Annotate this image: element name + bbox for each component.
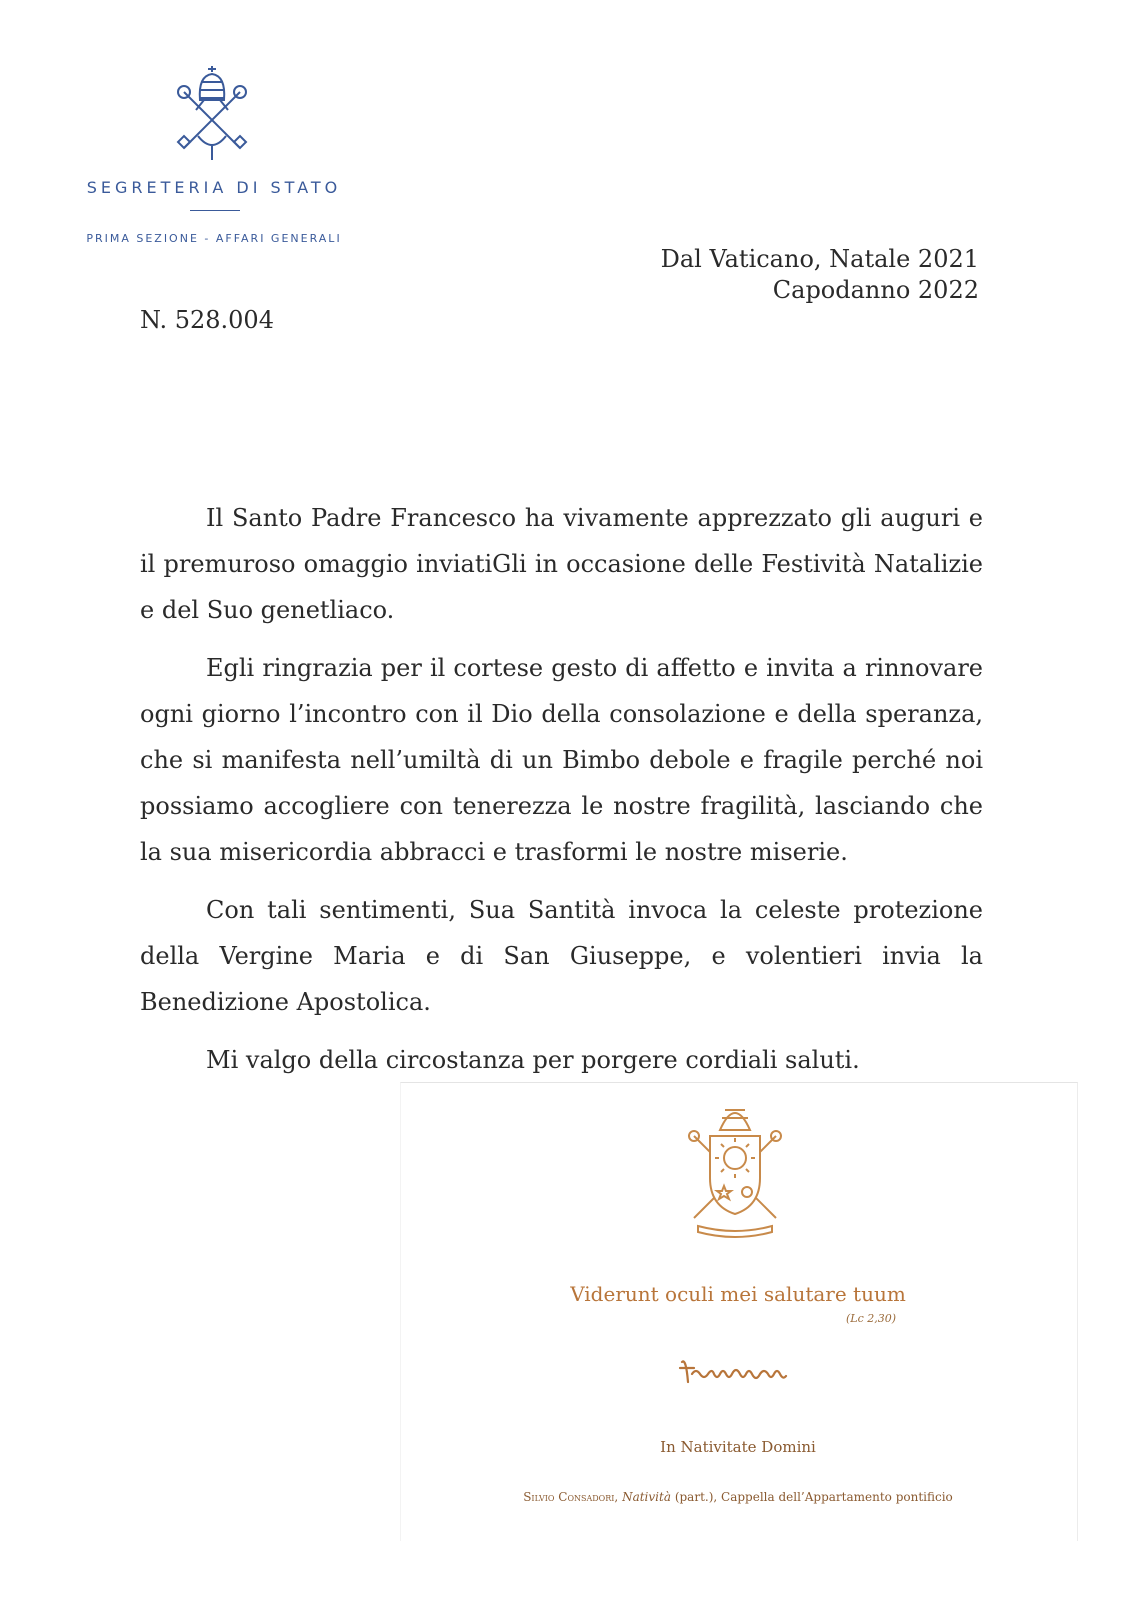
letter-date [661, 244, 979, 306]
paragraph: Con tali sentimenti, Sua Santità invoca la celeste protezione della Vergine Maria e di San Giuseppe, e volentieri invia la Benedizione Apostolica. [140, 896, 983, 1016]
paragraph: Il Santo Padre Francesco ha vivamente apprezzato gli auguri e il premuroso omaggio inviatiGli in occasione delle Festività Natalizie e del Suo genetliaco. [140, 504, 983, 624]
credit-details: (part.), Cappella dell’Appartamento pontificio [674, 1490, 953, 1504]
protocol-number: N. 528.004 [140, 306, 274, 334]
paragraph: Mi valgo della circostanza per porgere cordiali saluti. [206, 1046, 860, 1074]
papal-signature [676, 1352, 800, 1392]
paragraph: Egli ringrazia per il cortese gesto di affetto e invita a rinnovare ogni giorno l’incontro con il Dio della consolazione e della speranza, che si manifesta nell’umiltà di un Bimbo debole e fragile perché noi possiamo accogliere con tenerezza le nostre fragilità, lasciando che la sua misericordia abbracci e trasformi le nostre miserie. [140, 654, 983, 866]
credit-work: Natività [622, 1490, 671, 1504]
date-line-2: Capodanno 2022 [772, 276, 979, 304]
date-line-1: Dal Vaticano, Natale 2021 [660, 245, 979, 273]
card-quote: Viderunt oculi mei salutare tuum [570, 1282, 906, 1306]
papal-keys-tiara-icon [170, 62, 254, 162]
letter-body [140, 495, 983, 1095]
artwork-credit [400, 1490, 1076, 1504]
quote-reference: (Lc 2,30) [846, 1312, 897, 1325]
card-greeting: In Nativitate Domini [660, 1438, 816, 1456]
office-name: SEGRETERIA DI STATO [86, 178, 342, 197]
credit-author: Silvio Consadori, [523, 1490, 619, 1504]
office-section: PRIMA SEZIONE - AFFARI GENERALI [86, 232, 342, 245]
letterhead-divider [190, 210, 240, 211]
papal-coat-of-arms-icon [680, 1096, 790, 1238]
